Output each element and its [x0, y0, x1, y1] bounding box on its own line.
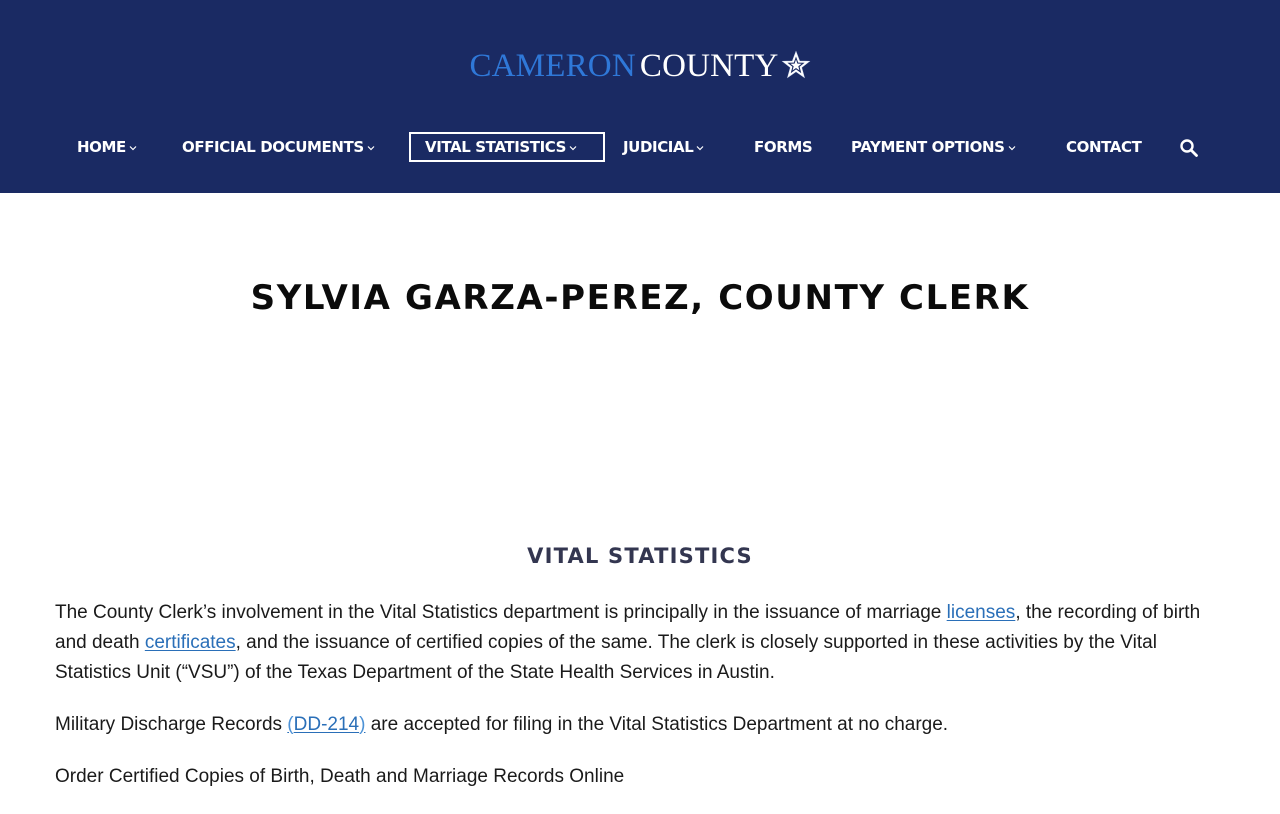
link-close-paren: ) [359, 714, 366, 735]
nav-item-label: OFFICIAL DOCUMENTS [182, 138, 364, 156]
nav-item-payment-options[interactable] [851, 132, 1016, 162]
star-icon [781, 50, 811, 80]
nav-item-home[interactable] [77, 132, 137, 162]
main-nav [0, 132, 1280, 162]
military-discharge-paragraph [55, 710, 1235, 740]
nav-item-label: VITAL STATISTICS [425, 138, 567, 156]
paragraph-text: , the recording of birth and death [55, 602, 1201, 653]
chevron-down-icon [696, 144, 704, 152]
chevron-down-icon [1008, 144, 1016, 152]
link-text: DD-214 [293, 714, 360, 735]
link-open-paren: ( [287, 714, 294, 735]
search-icon[interactable] [1179, 138, 1199, 158]
nav-item-forms[interactable] [754, 132, 812, 162]
site-logo[interactable] [0, 46, 1280, 86]
nav-item-label: JUDICIAL [623, 138, 694, 156]
dd214-link[interactable] [287, 714, 365, 735]
chevron-down-icon [569, 144, 577, 152]
nav-item-contact[interactable] [1066, 132, 1141, 162]
nav-item-judicial[interactable] [623, 132, 704, 162]
page-title: SYLVIA GARZA-PEREZ, COUNTY CLERK [250, 278, 1030, 318]
nav-item-label: FORMS [754, 138, 813, 156]
nav-item-label: HOME [77, 138, 126, 156]
section-title: VITAL STATISTICS [527, 544, 753, 568]
certificates-link[interactable]: certificates [144, 632, 236, 653]
nav-item-vital-statistics[interactable] [409, 132, 605, 162]
paragraph-text: , and the issuance of certified copies of the same. The clerk is closely supported in these activities by the Vital Statistics Unit (“VSU”) of the Texas Department of the State Health Services in Austin. [55, 632, 1157, 683]
licenses-link[interactable]: licenses [946, 602, 1016, 623]
site-header [0, 0, 1280, 193]
intro-paragraph [55, 598, 1235, 688]
order-online-paragraph: Order Certified Copies of Birth, Death and Marriage Records Online [55, 766, 625, 787]
nav-item-label: CONTACT [1066, 138, 1142, 156]
nav-item-official-documents[interactable] [182, 132, 375, 162]
paragraph-text: Military Discharge Records [55, 714, 288, 735]
article-body [55, 598, 1235, 814]
chevron-down-icon [367, 144, 375, 152]
paragraph-text: are accepted for filing in the Vital Statistics Department at no charge. [365, 714, 949, 735]
nav-item-label: PAYMENT OPTIONS [851, 138, 1005, 156]
chevron-down-icon [129, 144, 137, 152]
logo-text-county: COUNTY [639, 48, 779, 84]
logo-text-cameron: CAMERON [469, 48, 636, 84]
paragraph-text: The County Clerk’s involvement in the Vital Statistics department is principally in the issuance of marriage [55, 602, 947, 623]
